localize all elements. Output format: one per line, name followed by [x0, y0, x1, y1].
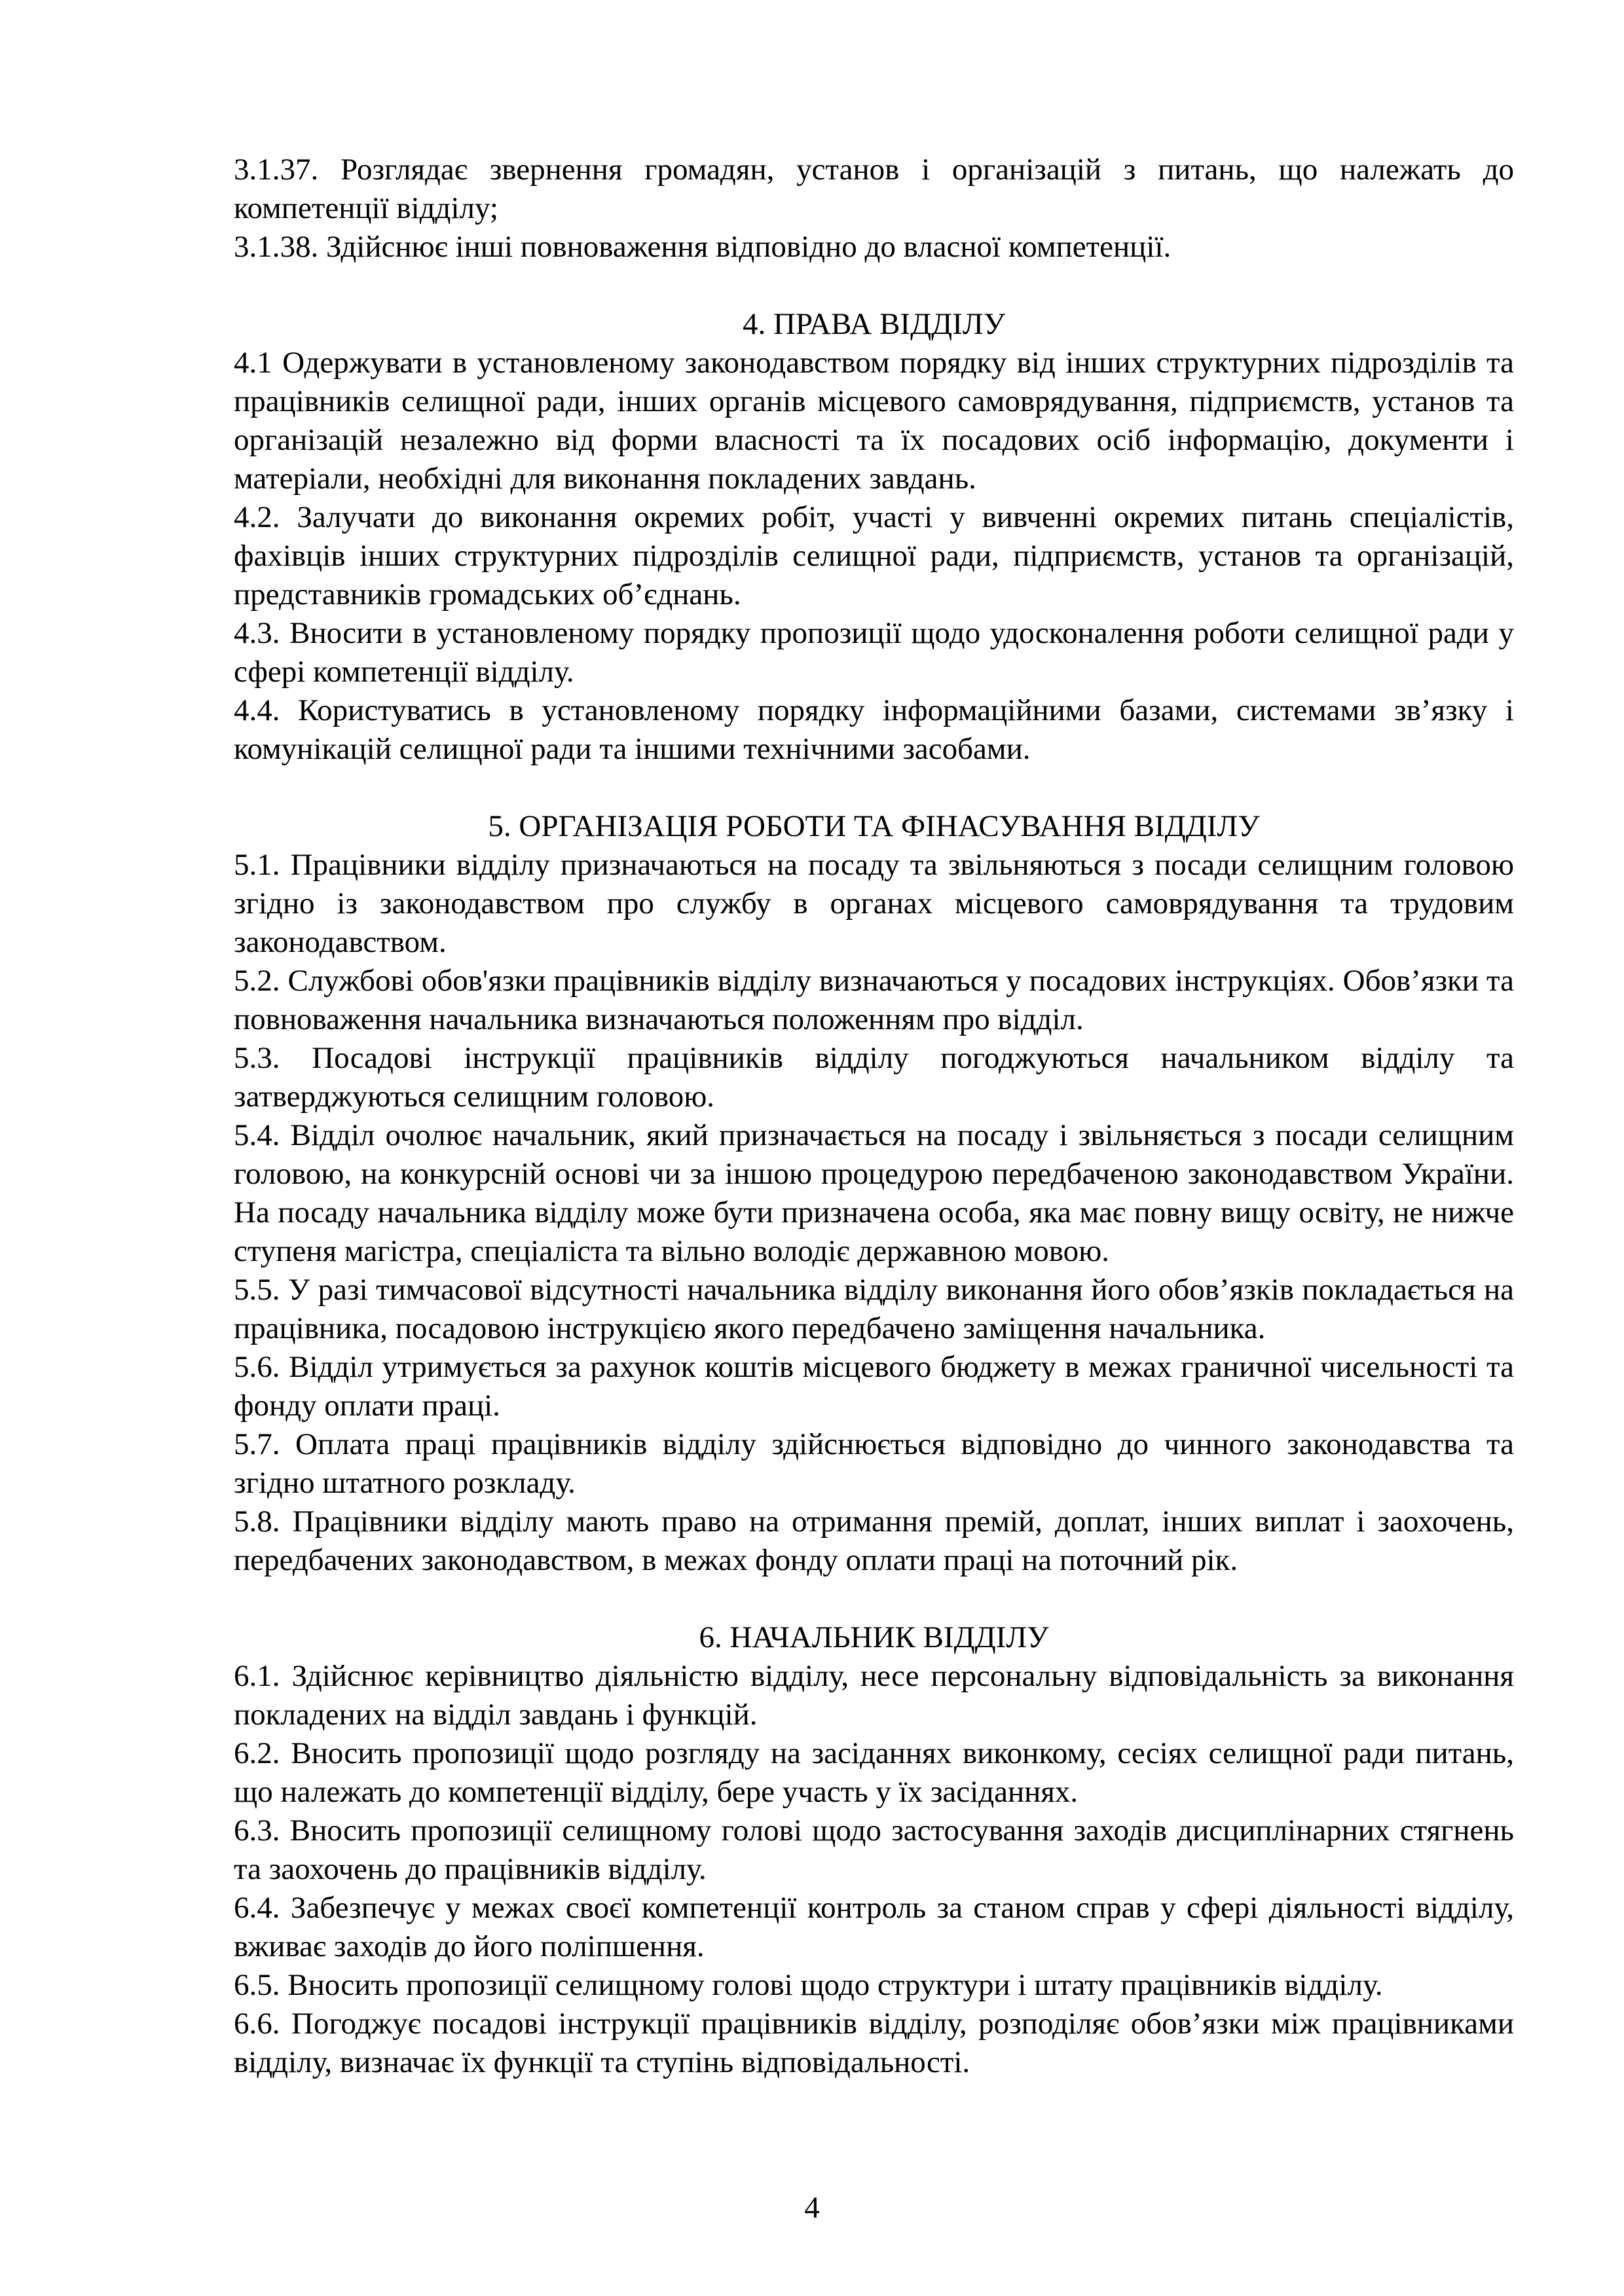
- clause-5-6: 5.6. Відділ утримується за рахунок коштів місцевого бюджету в межах граничної чисельності та фонду оплати праці.: [234, 1350, 1514, 1423]
- clause-5-3: 5.3. Посадові інструкції працівників відділу погоджуються начальником відділу та затверджуються селищним головою.: [234, 1041, 1514, 1114]
- clause-5-5: 5.5. У разі тимчасової відсутності начальника відділу виконання його обов’язків покладається на працівника, посадовою інструкцією якого передбачено заміщення начальника.: [234, 1273, 1514, 1345]
- page-number: 4: [804, 2191, 820, 2225]
- clause-6-3: 6.3. Вносить пропозиції селищному голові щодо застосування заходів дисциплінарних стягнень та заохочень до працівників відділу.: [234, 1813, 1514, 1886]
- clause-4-4: 4.4. Користуватись в установленому порядку інформаційними базами, системами зв’язку і комунікацій селищної ради та іншими технічними засобами.: [234, 693, 1514, 766]
- section-heading-head: 6. НАЧАЛЬНИК ВІДДІЛУ: [699, 1620, 1049, 1654]
- section-heading-rights: 4. ПРАВА ВІДДІЛУ: [742, 307, 1005, 341]
- clause-6-5: 6.5. Вносить пропозиції селищному голові щодо структури і штату працівників відділу.: [234, 1968, 1383, 2002]
- clause-6-2: 6.2. Вносить пропозиції щодо розгляду на засіданнях виконкому, сесіях селищної ради питань, що належать до компетенції відділу, бере участь у їх засіданнях.: [234, 1736, 1514, 1809]
- clause-4-1: 4.1 Одержувати в установленому законодавством порядку від інших структурних підрозділів та працівників селищної ради, інших органів місцевого самоврядування, підприємств, установ та організацій незалежно від форми власності та їх посадових осіб інформацію, документи і матеріали, необхідні для виконання покладених завдань.: [234, 346, 1514, 496]
- clause-5-7: 5.7. Оплата праці працівників відділу здійснюється відповідно до чинного законодавства та згідно штатного розкладу.: [234, 1427, 1514, 1500]
- clause-6-1: 6.1. Здійснює керівництво діяльністю відділу, несе персональну відповідальність за виконання покладених на відділ завдань і функцій.: [234, 1659, 1514, 1732]
- section-heading-organization: 5. ОРГАНІЗАЦІЯ РОБОТИ ТА ФІНАСУВАННЯ ВІДДІЛУ: [488, 809, 1260, 843]
- clause-6-6: 6.6. Погоджує посадові інструкції працівників відділу, розподіляє обов’язки між працівниками відділу, визначає їх функції та ступінь відповідальності.: [234, 2007, 1514, 2079]
- document-page: [234, 151, 1514, 2082]
- clause-5-4: 5.4. Відділ очолює начальник, який призначається на посаду і звільняється з посади селищним головою, на конкурсній основі чи за іншою процедурою передбаченою законодавством України. На посаду начальника відділу може бути призначена особа, яка має повну вищу освіту, не нижче ступеня магістра, спеціаліста та вільно володіє державною мовою.: [234, 1118, 1514, 1268]
- clause-4-2: 4.2. Залучати до виконання окремих робіт, участі у вивченні окремих питань спеціалістів, фахівців інших структурних підрозділів селищної ради, підприємств, установ та організацій, представників громадських об’єднань.: [234, 500, 1514, 611]
- clause-4-3: 4.3. Вносити в установленому порядку пропозиції щодо удосконалення роботи селищної ради у сфері компетенції відділу.: [234, 616, 1514, 689]
- clause-5-8: 5.8. Працівники відділу мають право на отримання премій, доплат, інших виплат і заохочень, передбачених законодавством, в межах фонду оплати праці на поточний рік.: [234, 1504, 1514, 1577]
- clause-5-1: 5.1. Працівники відділу призначаються на посаду та звільняються з посади селищним головою згідно із законодавством про службу в органах місцевого самоврядування та трудовим законодавством.: [234, 848, 1514, 959]
- clause-3-1-37: 3.1.37. Розглядає звернення громадян, установ і організацій з питань, що належать до компетенції відділу;: [234, 153, 1514, 225]
- clause-3-1-38: 3.1.38. Здійснює інші повноваження відповідно до власної компетенції.: [234, 230, 1172, 264]
- clause-5-2: 5.2. Службові обов'язки працівників відділу визначаються у посадових інструкціях. Обов’язки та повноваження начальника визначаються положенням про відділ.: [234, 964, 1514, 1036]
- clause-6-4: 6.4. Забезпечує у межах своєї компетенції контроль за станом справ у сфері діяльності відділу, вживає заходів до його поліпшення.: [234, 1891, 1514, 1963]
